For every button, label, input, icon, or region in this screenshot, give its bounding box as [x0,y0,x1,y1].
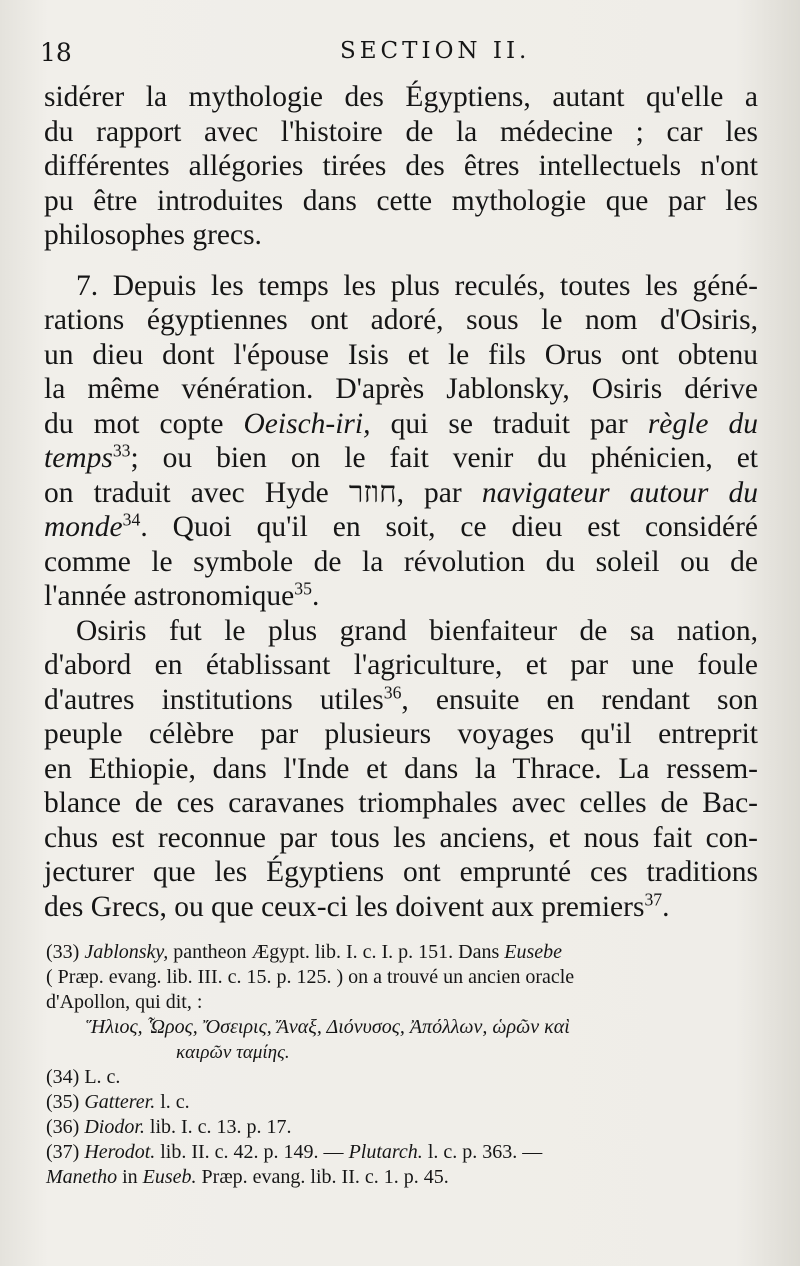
text-line: blance de ces caravanes triomphales avec celles de Bac- [44,787,758,819]
text: du mot copte [44,407,244,440]
italic-term: navigateur autour du [481,476,758,509]
footnote-ref-36: 36 [383,681,402,702]
text: . Quoi qu'il en soit, ce dieu est considéré [140,511,758,543]
text: , par [396,476,482,509]
text: des Grecs, ou que ceux-ci les doivent aux premiers [44,890,645,923]
footnote-ref-34: 34 [122,509,141,530]
text: in [117,1166,143,1188]
paragraph-gap [44,253,758,269]
footnote-line [46,1165,756,1190]
italic-term: Gatterer. [84,1091,156,1113]
section-title: SECTION II. [340,38,531,64]
text-line: peuple célèbre par plusieurs voyages qu'il entreprit [44,718,758,750]
text: l'année astronomique [44,580,295,612]
text-line: du rapport avec l'histoire de la médecine ; car les [44,115,758,148]
italic-term: Plutarch. [348,1141,423,1163]
italic-term: Oeisch-iri, [243,407,371,440]
text: l. c. [155,1091,190,1113]
footnote-line: d'Apollon, qui dit, : [46,991,203,1013]
italic-term: Herodot. [84,1141,156,1163]
text-line: 7. Depuis les temps les plus reculés, toutes les géné- [76,269,758,302]
text-line: sidérer la mythologie des Égyptiens, autant qu'elle a [44,81,758,113]
text: ; ou bien on le fait venir du phénicien, et [130,442,758,474]
text-line: chus est reconnue par tous les anciens, et nous fait con- [44,821,758,854]
text: lib. I. c. 13. p. 17. [144,1116,292,1138]
text-line: Osiris fut le plus grand bienfaiteur de sa nation, [76,614,758,647]
text: . [662,890,670,923]
text: l. c. p. 363. — [422,1141,543,1163]
italic-term: règle du [647,407,758,440]
text-line: jecturer que les Égyptiens ont emprunté ces traditions [44,856,758,888]
italic-term: temps [44,442,113,474]
text: (36) [46,1116,85,1138]
hebrew-word: חוזר [348,476,397,509]
text-line [44,510,758,545]
footnote-ref-35: 35 [294,578,312,599]
text-line [44,476,758,511]
text-line [44,579,758,614]
text: pantheon Ægypt. lib. I. c. I. p. 151. Dans [168,941,505,963]
text: on traduit avec Hyde [44,476,349,509]
italic-term: Diodor. [84,1116,145,1138]
italic-term: Eusebe [504,941,563,963]
footnote-ref-37: 37 [644,888,663,909]
footnotes [46,940,756,1190]
footnote-37 [46,1140,756,1165]
paragraph-7 [44,269,758,614]
text-line: pu être introduites dans cette mythologie que par les [44,184,758,217]
footnote-ref-33: 33 [112,440,131,461]
italic-term: Euseb. [142,1166,197,1188]
paragraph-osiris [44,614,758,925]
text-line: un dieu dont l'épouse Isis et le fils Orus ont obtenu [44,338,758,371]
text-line: comme le symbole de la révolution du soleil ou de [44,545,758,578]
text: , ensuite en rendant son [401,683,758,716]
running-head [40,38,760,72]
greek-oracle-line: Ἥλιος, Ὧρος, Ὄσειρις, Ἄναξ, Διόνυσος, Ἀπόλλων, ὡρῶν καὶ [86,1016,570,1038]
text: . [311,580,320,612]
text: lib. II. c. 42. p. 149. — [155,1141,349,1163]
footnote-36 [46,1115,756,1140]
italic-term: Jablonsky, [84,941,169,963]
text-line [44,683,758,718]
text: Præp. evang. lib. II. c. 1. p. 45. [196,1166,449,1188]
text: (37) [46,1141,85,1163]
text-line: philosophes grecs. [44,219,262,251]
page-number: 18 [40,38,72,67]
text: (33) [46,941,85,963]
footnote-33 [46,940,756,965]
text-line: la même vénération. D'après Jablonsky, Osiris dérive [44,373,758,405]
body-text [44,80,758,924]
text-line: en Ethiopie, dans l'Inde et dans la Thrace. La ressem- [44,752,758,785]
italic-term: monde [44,511,123,543]
greek-oracle-line: καιρῶν ταμίης. [176,1042,290,1063]
paragraph-1 [44,80,758,253]
footnote-35 [46,1090,756,1115]
text-line: différentes allégories tirées des êtres intellectuels n'ont [44,150,758,182]
text: (35) [46,1091,85,1113]
text: qui se traduit par [370,407,648,440]
text-line: d'abord en établissant l'agriculture, et par une foule [44,649,758,681]
text-line [44,441,758,476]
text-line [44,890,758,925]
text-line [44,407,758,442]
text: d'autres institutions utiles [44,683,384,716]
footnote-line: ( Præp. evang. lib. III. c. 15. p. 125. ) on a trouvé un ancien oracle [46,966,575,988]
text-line: rations égyptiennes ont adoré, sous le nom d'Osiris, [44,304,758,336]
footnote-34: (34) L. c. [46,1066,121,1088]
italic-term: Manetho [46,1166,118,1188]
